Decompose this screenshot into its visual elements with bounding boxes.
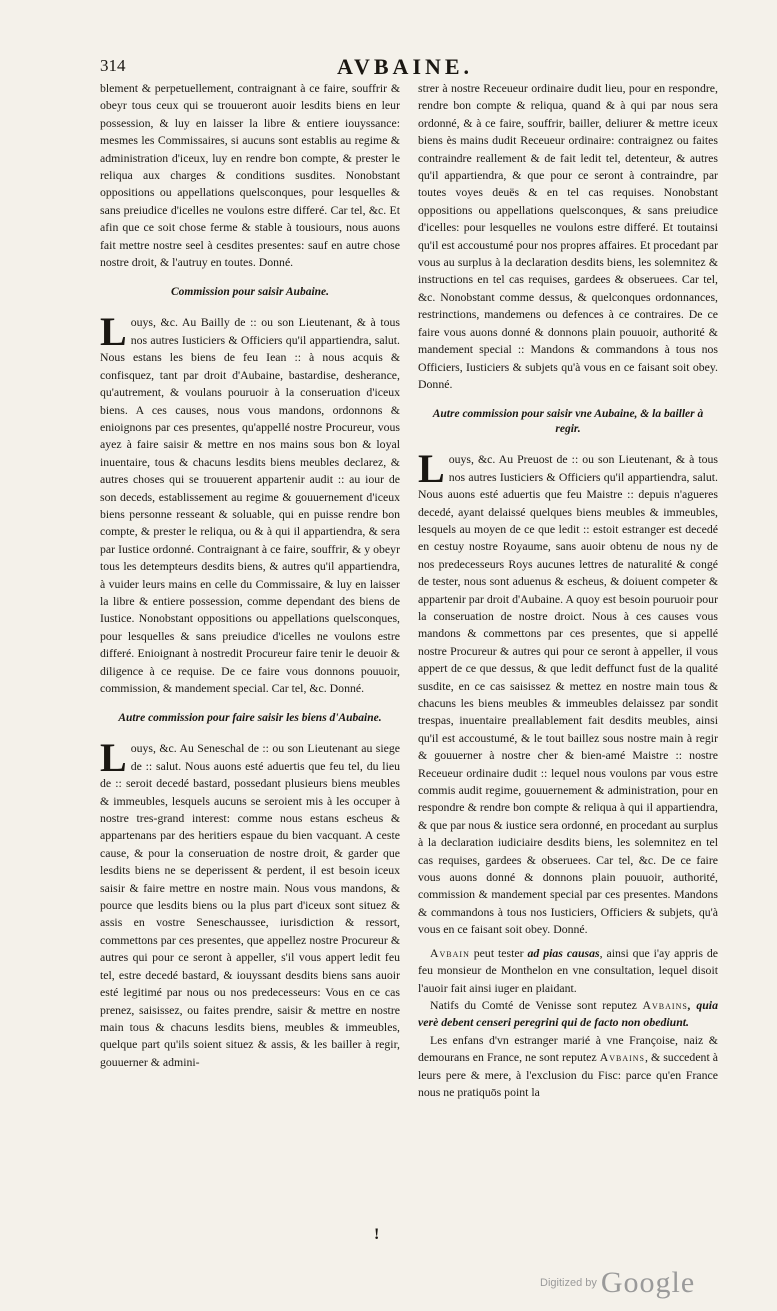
small-caps-word: Avbain <box>430 945 470 960</box>
section-heading: Autre commission pour faire saisir les biens d'Aubaine. <box>118 712 382 725</box>
paragraph: Natifs du Comté de Venisse sont reputez Avbains, quia verè debent censeri peregrini qui de facto non obediunt. <box>418 997 718 1030</box>
drop-cap: L <box>100 735 127 781</box>
digitized-label: Digitized by <box>540 1277 597 1289</box>
page-number: 314 <box>100 56 126 75</box>
paragraph: Avbain peut tester ad pias causas, ainsi que i'ay appris de feu monsieur de Monthelon en vne consultation, lequel disoit l'auoir fait ainsi iuger en plaidant. <box>418 945 718 995</box>
latin-phrase: , quia verè debent censeri peregrini qui de facto non obediunt. <box>418 997 718 1030</box>
running-title: AVBAINE. <box>336 54 474 79</box>
paragraph: strer à nostre Receueur ordinaire dudit lieu, pour en respondre, rendre bon compte & reliqua, quand & à qui par nous sera ordonné, & à ce faire, souffrir, bailler, deliurer & mettre iceux biens ès mains dudit Receueur ordinaire: contraignez ou faites contraindre reallement & de fait ledit tel, detenteur, & autres qu'il appartiendra, & que pour ce seront à contraindre, par toutes voyes deuës & en tel cas requises. Nonobstant oppositions ou appellations quelsconques, & sans preiudice d'icelles: pour lesquelles ne voulons estre differé. Et toutainsi qu'il est accoustumé pour nos propres affaires. Et procedant par vous au surplus à la declaration desdits biens, les solemnitez & instructions en tel cas requises, gardees & obseruees. Car tel, &c. Nonobstant comme dessus, & quelconques ordonnances, restrinctions, mandemens ou defences à ce contraires. De ce faire vous auons donné & donnons plain pouuoir, authorité & mandement special :: Mandons & commandons à tous nos Officiers, Iusticiers & subjets qu'à vous en ce faisant soit obey. Donné. <box>418 81 718 391</box>
page-header <box>100 54 710 78</box>
paragraph: blement & perpetuellement, contraignant à ce faire, souffrir & obeyr tous ceux qui se trouueront auoir lesdits biens en leur possession, & luy en laisser la libre & entiere iouyssance: mesmes les Commissaires, si aucuns sont establis au regime & administration d'iceux, luy en rendre bon compte, & prester le reliqua aux charges & conditions susdites. Nonobstant oppositions ou appellations quelsconques, pour lesquelles & sans preiudice d'icelles ne voulons estre differé. Car tel, &c. Et afin que ce soit chose ferme & stable à tousiours, nous auons fait mettre nostre seel à cesdites presentes: sauf en autre chose nostre droit, & l'autruy en toutes. Donné. <box>100 81 400 270</box>
right-column <box>418 80 718 1101</box>
paragraph-text: ouys, &c. Au Seneschal de :: ou son Lieutenant au siege de :: salut. Nous auons esté aduertis que feu tel, du lieu de :: seroit decedé bastard, possedant plusieurs biens meubles & immeubles, lesquels aucuns se seroient mis à les occuper à nostre tres-grand interest: comme nous estans escheus & appartenans par des heritiers espaue du bien vacquant. A ceste cause, & pour la conseruation de nostre droit, & garder que lesdits biens ne se deperissent & perdent, il est besoin iceux saisir & faire mettre en nostre main. Nous vous mandons, & pource que lesdits biens ou la plus part d'iceux sont situez & assis en vostre Seneschaussee, iurisdiction & ressort, commettons par ces presentes, que appellez nostre Procureur & autres qui pour ce seront à appeller, s'il vous appert ledit feu tel, estre decedé bastard, & iouyssant desdits biens sans auoir esté legitimé par nous ou nos predecesseurs: Vous en ce cas prenez, saisissez, ou faites prendre, saisir & mettre en nostre main tous & chacuns lesdits biens, meubles & immeubles, quelque part qu'ils soient situez & assis, & les bailler à regir, gouuerner & admini- <box>100 741 400 1069</box>
section-heading: Commission pour saisir Aubaine. <box>170 286 330 299</box>
paragraph <box>100 309 400 697</box>
paragraph-text: ouys, &c. Au Bailly de :: ou son Lieutenant, & à tous nos autres Iusticiers & Officiers qu'il appartiendra, salut. Nous estans les biens de feu Iean :: à nous acquis & confisquez, tant par droit d'Aubaine, bastardise, desherance, qu'autrement, & voulans pouruoir à la conseruation d'iceux biens. A ces causes, nous vous mandons, ordonnons & enioignons par ces presentes, qu'appellé nostre Procureur, vous ayez à faire saisir & mettre en nos mains sous bon & loyal inuentaire, tous & chacuns lesdits biens meubles declarez, & autres choses qui se trouuerent appartenir audit :: au iour de son deceds, establissement au regime & gouuernement d'iceux biens personne resseant & soluable, qui en puisse rendre bon compte, & prester le reliqua, ou & à qui il appartiendra, & sera par Iustice ordonné. Contraignant à ce faire, souffrir, & y obeyr tous les detempteurs desdits biens, & autres qu'il appartiendra, à vuider leurs mains en celle du Commissaire, & luy en laisser la libre & entiere possession, comme dependant des biens de Iustice. Nonobstant oppositions ou appellations quelsconques, pour lesquelles & sans preiudice d'icelles ne voulons estre differé. Enioignant à nostredit Procureur faire tenir le deuoir & diligence à ce requise. De ce faire vous donnons pouuoir, commission, & mandement special. Car tel, &c. Donné. <box>100 315 400 695</box>
drop-cap: L <box>418 446 445 492</box>
paragraph <box>418 446 718 938</box>
paragraph <box>100 735 400 1071</box>
small-caps-word: Avbains <box>642 997 688 1012</box>
left-column <box>100 80 400 1071</box>
latin-phrase: ad pias causas <box>527 945 600 960</box>
google-logo: Google <box>600 1266 696 1299</box>
signature-mark: ! <box>374 1226 380 1243</box>
paragraph: Les enfans d'vn estranger marié à vne Françoise, naiz & demourans en France, ne sont reputez Avbains, & succedent à leurs pere & mere, à l'exclusion du Fisc: parce qu'en France nous ne pratiquōs point la <box>418 1032 719 1099</box>
digitized-watermark <box>540 1266 695 1300</box>
paragraph-text: ouys, &c. Au Preuost de :: ou son Lieutenant, & à tous nos autres Iusticiers & Officiers qu'il appartiendra, salut. Nous auons esté aduertis que feu Maistre :: depuis n'agueres decedé, ayant delaissé quelques biens meubles & immeubles, lesquels au moyen de ce que ledit :: estoit estranger est decedé en cestuy nostre Royaume, sans auoir obtenu de nous ny de nos predecesseurs Roys aucunes lettres de naturalité & congé de tester, nous sont aduenus & escheus, & doiuent competer & appartenir par droit d'Aubaine. A quoy est besoin pouruoir pour la conseruation de nostre droict. Nous à ces causes vous mandons & commettons par ces presentes, que si appellé nostre Procureur & autres qui pour ce seront à appeller, il vous appert de ce que dessus, & que ledit deffunct fust de la qualité susdite, en ce cas saisissez & mettez en nostre main tous & chacuns les biens meubles & immeubles delaissez par sondit trespas, inuentaire preallablement fait desdits meubles, ainsi qu'il est accoustumé, & le tout baillez sous nostre main à regir & gouuerner à nostre cher & bien-amé Maistre :: nostre Receueur ordinaire dudit :: lequel nous voulons par vous estre commis audit regime, gouuernement & administration, pour en respondre & rendre bon compte & reliqua à qui il appartiendra, & que par nous & iustice sera ordonné, en procedant au surplus à la declaration iudiciaire desdits biens, les solemnitez en tel cas requises, gardees & obseruees. Car tel, &c. De ce faire vous auons donné & donnons plain pouuoir, authorité, commission & mandement special par ces presentes. Mandons & commandons à tous nos Iusticiers, Officiers & subjets, qu'à vous en ce faisant soit obey. Donné. <box>418 452 718 937</box>
drop-cap: L <box>100 309 127 355</box>
small-caps-word: Avbains <box>599 1050 646 1065</box>
section-heading: Autre commission pour saisir vne Aubaine, & la bailler à regir. <box>432 408 704 436</box>
